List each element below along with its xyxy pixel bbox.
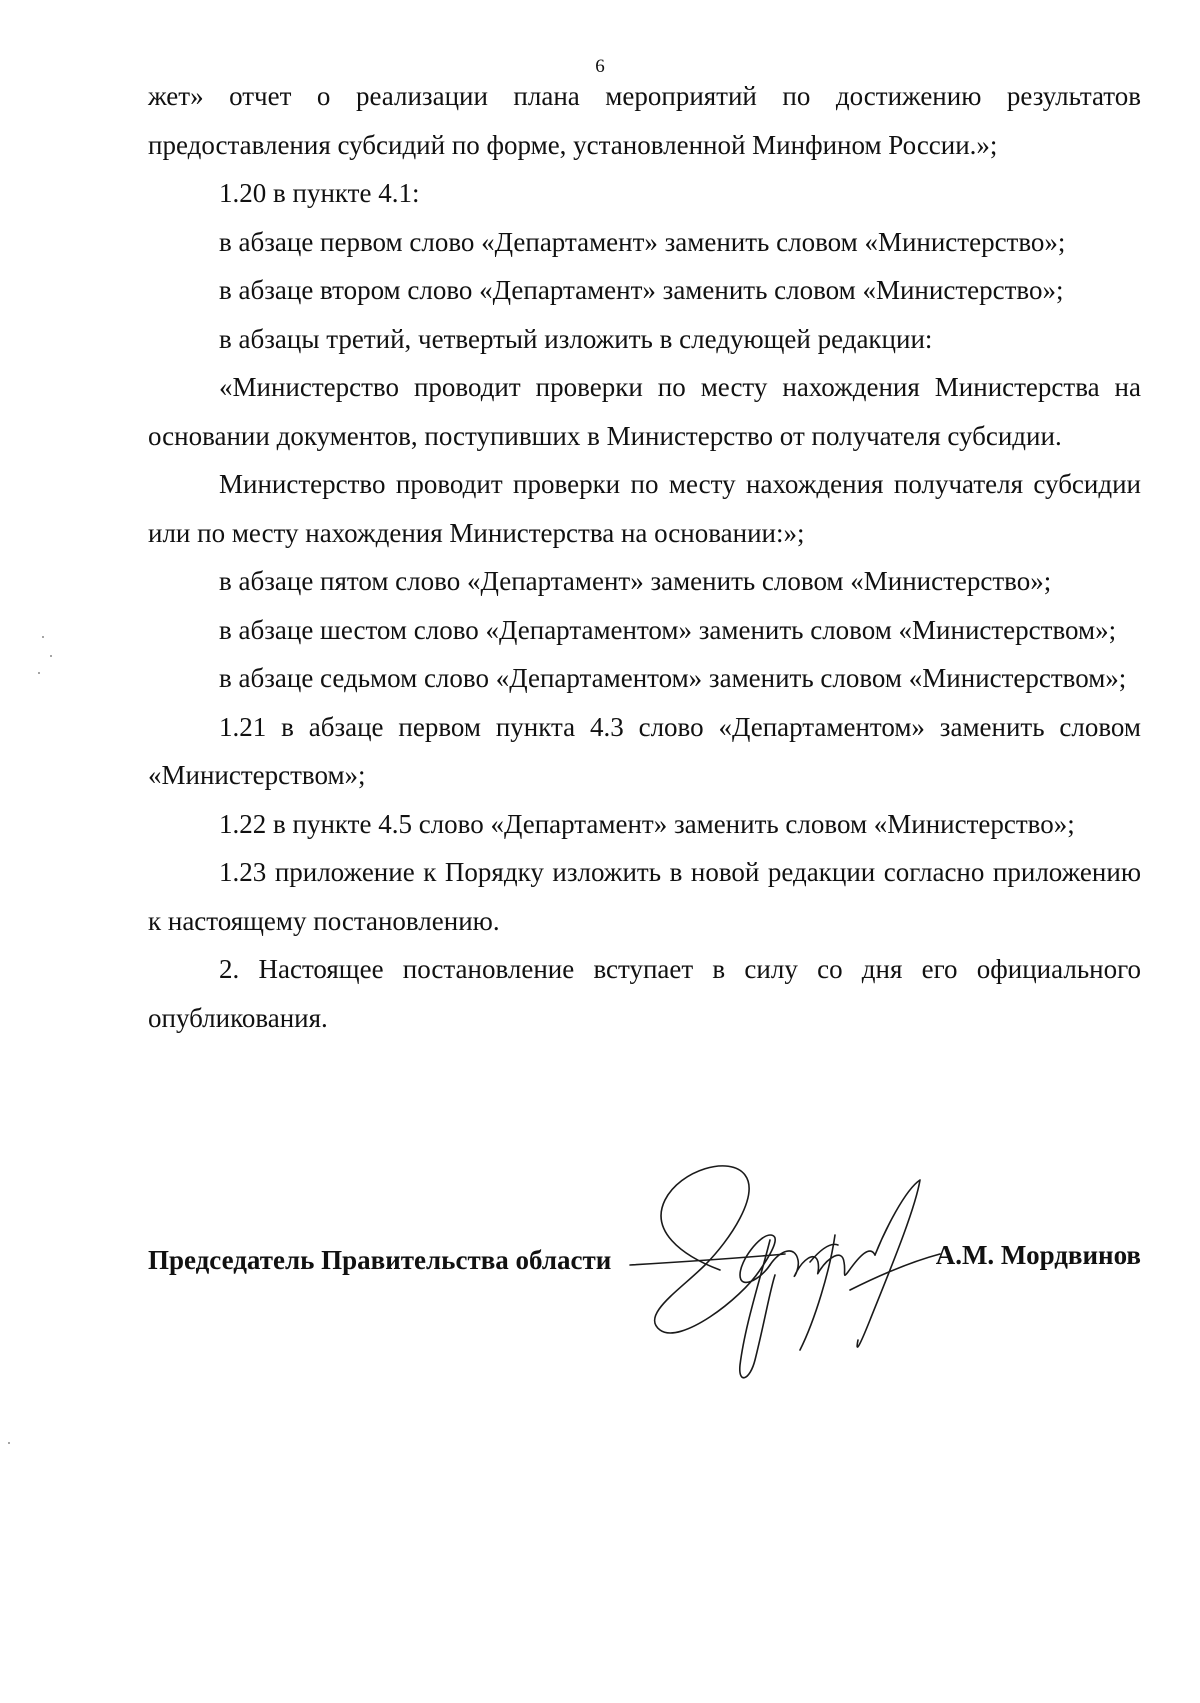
page-number: 6 [595,56,605,77]
scan-speck [8,1442,10,1444]
paragraph-item-1-20: 1.20 в пункте 4.1: [219,178,420,208]
paragraph-abzac-6: в абзаце шестом слово «Департаментом» заменить словом «Министерством»; [219,614,1117,645]
paragraph-abzac-7: в абзаце седьмом слово «Департаментом» заменить словом «Министерством»; [219,663,1127,693]
paragraph-item-1-23: 1.23 приложение к Порядку изложить в новой редакции согласно приложению к настоящему постановлению. [148,857,1141,936]
signatory-position: Председатель Правительства области [148,1245,612,1275]
paragraph-quote-2: Министерство проводит проверки по месту нахождения получателя субсидии или по месту нахождения Министерства на основании:»; [148,469,1141,548]
handwritten-signature [620,1150,950,1390]
paragraph-item-1-21: 1.21 в абзаце первом пункта 4.3 слово «Департаментом» заменить словом «Министерством»; [148,711,1141,790]
paragraph-abzac-1: в абзаце первом слово «Департамент» заменить словом «Министерство»; [219,226,1066,257]
paragraph-abzac-2: в абзаце втором слово «Департамент» заменить словом «Министерство»; [219,275,1064,305]
paragraph-continuation: жет» отчет о реализации плана мероприятий по достижению результатов предоставления субсидий по форме, установленной Минфином России.»; [148,81,1141,160]
paragraph-quote-1: «Министерство проводит проверки по месту нахождения Министерства на основании документов, поступивших в Министерство от получателя субсидии. [148,372,1141,451]
paragraph-abzac-3-4: в абзацы третий, четвертый изложить в следующей редакции: [219,323,933,354]
scan-speck [50,655,52,657]
scan-speck [42,636,44,638]
document-body [148,72,1141,1042]
paragraph-abzac-5: в абзаце пятом слово «Департамент» заменить словом «Министерство»; [219,566,1052,596]
paragraph-item-2: 2. Настоящее постановление вступает в силу со дня его официального опубликования. [148,954,1141,1033]
paragraph-item-1-22: 1.22 в пункте 4.5 слово «Департамент» заменить словом «Министерство»; [219,808,1075,839]
signatory-name: А.М. Мордвинов [935,1240,1141,1270]
scan-speck [38,672,40,674]
